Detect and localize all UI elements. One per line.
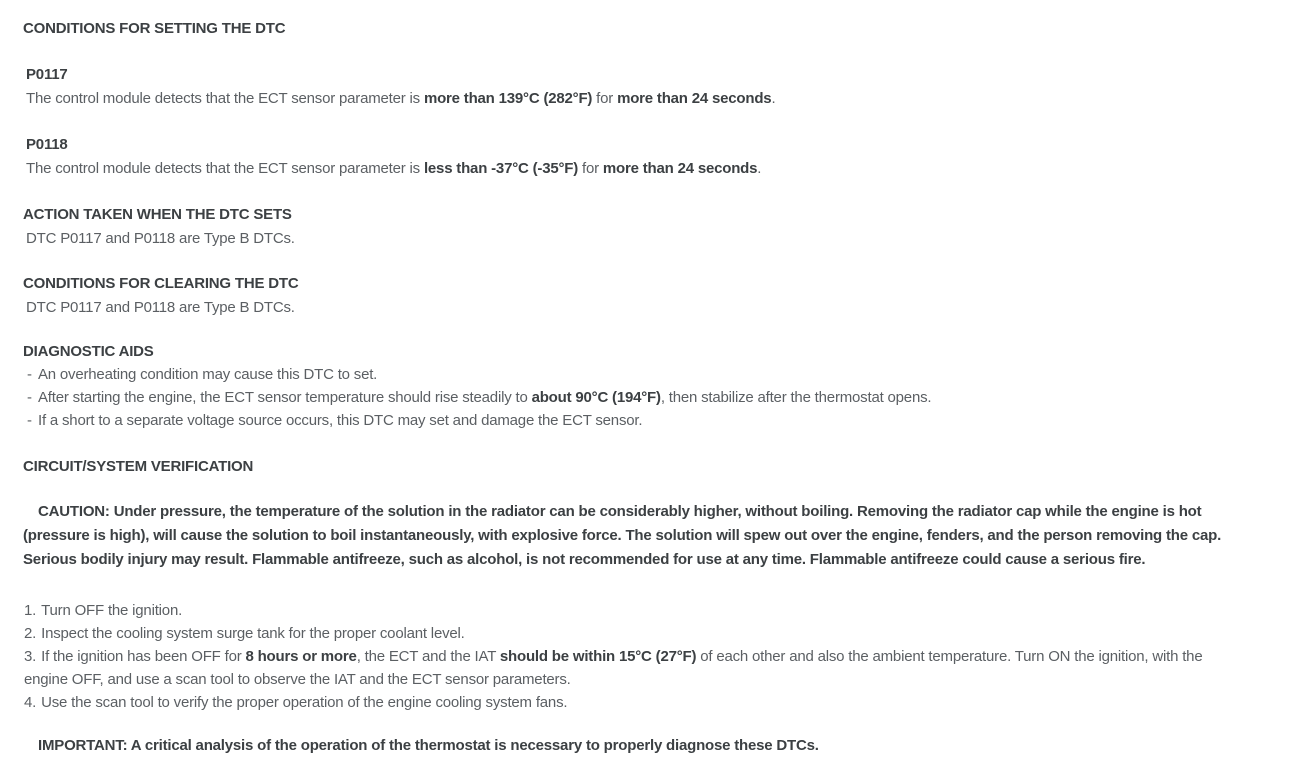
- step-number: 4.: [24, 694, 37, 711]
- p0118-condition-text: [26, 157, 1240, 180]
- diagnostic-aids-list: [0, 363, 1240, 432]
- dtc-code-p0118: P0118: [26, 136, 68, 153]
- text-run: If the ignition has been OFF for: [41, 648, 246, 665]
- heading-diagnostic-aids: DIAGNOSTIC AIDS: [23, 343, 154, 360]
- step-number: 1.: [24, 602, 37, 619]
- p0117-condition-text: [26, 87, 1240, 110]
- dtc-code-p0117: P0117: [26, 66, 68, 83]
- text-run: of each other and also the ambient temperature. Turn ON the ignition, with the engine OFF, and use a scan tool to observe the IAT and the ECT sensor parameters.: [24, 648, 1203, 688]
- text-run-bold: 8 hours or more: [245, 648, 357, 665]
- action-taken-text: DTC P0117 and P0118 are Type B DTCs.: [26, 230, 295, 247]
- text-run: for: [578, 160, 603, 177]
- diagnostic-aid-item: [27, 363, 1240, 386]
- verification-steps-list: [0, 599, 1240, 714]
- text-run: The control module detects that the ECT sensor parameter is: [26, 160, 424, 177]
- text-run-bold: about 90°C (194°F): [531, 389, 661, 406]
- dash-marker: -: [27, 366, 32, 383]
- dash-marker: -: [27, 389, 32, 406]
- verification-step-4: [24, 691, 1240, 714]
- heading-action-taken-when-the-dtc-sets: ACTION TAKEN WHEN THE DTC SETS: [23, 206, 292, 223]
- text-run: for: [592, 90, 618, 107]
- text-run: The control module detects that the ECT sensor parameter is: [26, 90, 424, 107]
- heading-conditions-for-setting-the-dtc: CONDITIONS FOR SETTING THE DTC: [23, 20, 286, 37]
- dash-marker: -: [27, 412, 32, 429]
- important-note: IMPORTANT: A critical analysis of the operation of the thermostat is necessary to properly diagnose these DTCs.: [38, 737, 819, 754]
- text-run-bold: less than -37°C (-35°F): [423, 160, 579, 177]
- clearing-conditions-text: DTC P0117 and P0118 are Type B DTCs.: [26, 299, 295, 316]
- text-run: Use the scan tool to verify the proper operation of the engine cooling system fans.: [41, 694, 568, 711]
- heading-circuit-system-verification: CIRCUIT/SYSTEM VERIFICATION: [23, 458, 254, 475]
- text-run: An overheating condition may cause this DTC to set.: [38, 366, 378, 383]
- text-run: If a short to a separate voltage source occurs, this DTC may set and damage the ECT sensor.: [38, 412, 643, 429]
- document-content: [0, 17, 1240, 757]
- text-run: .: [771, 90, 776, 107]
- caution-paragraph: CAUTION: Under pressure, the temperature of the solution in the radiator can be considerably higher, without boiling. Removing the radiator cap while the engine is hot (pressure is high), will cause the solution to boil instantaneously, with explosive force. The solution will spew out over the engine, fenders, and the person removing the cap. Serious bodily injury may result. Flammable antifreeze, such as alcohol, is not recommended for use at any time. Flammable antifreeze could cause a serious fire.: [23, 503, 1222, 568]
- text-run: Turn OFF the ignition.: [41, 602, 183, 619]
- text-run-bold: more than 24 seconds: [602, 160, 758, 177]
- step-number: 2.: [24, 625, 37, 642]
- text-run: , the ECT and the IAT: [356, 648, 500, 665]
- text-run: .: [757, 160, 762, 177]
- heading-conditions-for-clearing-the-dtc: CONDITIONS FOR CLEARING THE DTC: [23, 275, 299, 292]
- diagnostic-aid-item: [27, 409, 1240, 432]
- text-run-bold: should be within 15°C (27°F): [499, 648, 697, 665]
- text-run-bold: more than 139°C (282°F): [423, 90, 593, 107]
- text-run: After starting the engine, the ECT sensor temperature should rise steadily to: [38, 389, 532, 406]
- text-run: Inspect the cooling system surge tank for the proper coolant level.: [41, 625, 465, 642]
- verification-step-3: [24, 645, 1240, 691]
- verification-step-2: [24, 622, 1240, 645]
- diagnostic-aid-item: [27, 386, 1240, 409]
- text-run-bold: more than 24 seconds: [617, 90, 772, 107]
- text-run: , then stabilize after the thermostat opens.: [660, 389, 932, 406]
- verification-step-1: [24, 599, 1240, 622]
- step-number: 3.: [24, 648, 37, 665]
